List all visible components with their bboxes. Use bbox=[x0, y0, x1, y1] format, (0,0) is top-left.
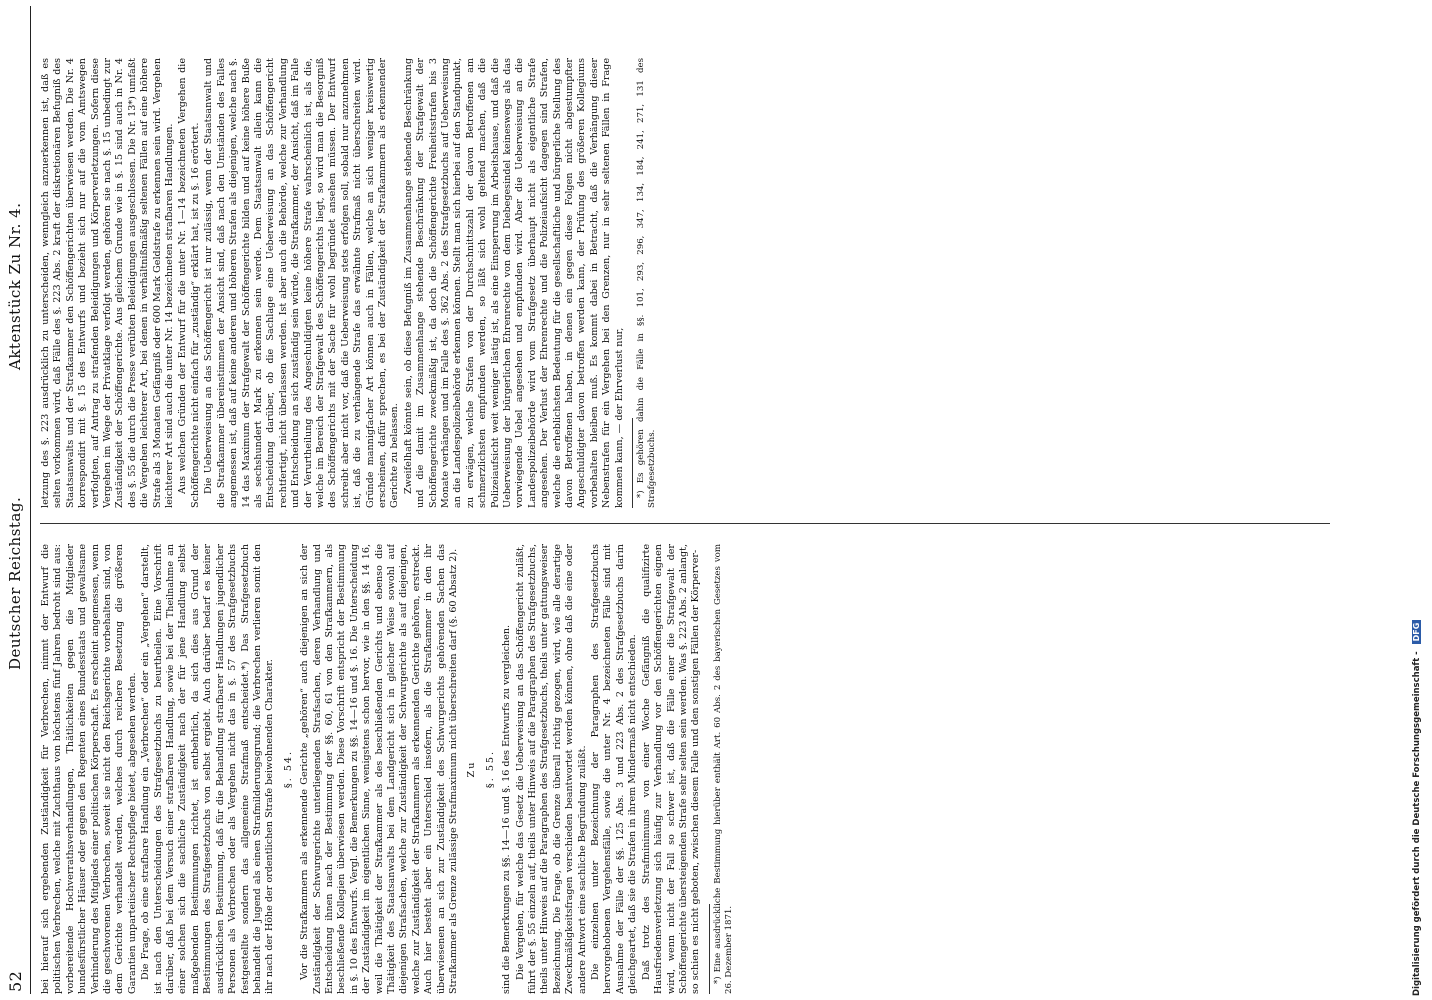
header-rule bbox=[30, 6, 31, 994]
section-intro-zu: Zu bbox=[466, 760, 478, 778]
column-separator bbox=[40, 523, 1330, 524]
paragraph: Vor die Strafkammern als erkennende Gerichte „gehören“ auch diejenigen an sich der Zuständigkeit der Schwurgerichte unterliegenden Strafsachen, deren Verhandlung und Entscheidung ihnen nach der Bestimmung der §§. 60, 61 von den Strafkammern, als beschließende Kollegien überwiesen werden. Diese Vorschrift entspricht der Bestimmung in §. 10 des Entwurfs. Vergl. die Bemerkungen zu §§. 14—16 und §. 16. Die Unterscheidung der Zuständigkeit im eigentlichen Sinne, wenigstens schon hervor, wie in den §§. 14 16, weil die Thätigkeit der Strafkammer als des beschließenden Gerichts und ebenso die Thätigkeit des Staatsanwalts bei dem Landgericht sich in gleicher Weise sowohl auf diejenigen Strafsachen, welche zur Zuständigkeit der Schwurgerichte als auf diejenigen, welche zur Zuständigkeit der Strafkammern als erkennenden Gerichte gehören, erstreckt. Auch hier besteht aber ein Unterschied insofern, als die Strafkammer in den ihr überwiesenen an sich zur Zuständigkeit des Schwurgerichts gehörenden Sachen das Strafkammer als Grenze zulässige Strafmaximum nicht überschreiten darf (§. 60 Absatz 2). bbox=[299, 544, 459, 994]
page-number: 52 bbox=[6, 970, 25, 992]
paragraph: Die einzelnen unter Bezeichnung der Paragraphen des Strafgesetzbuchs hervorgehobenen Vergehensfälle, sowie die unter Nr. 4 bezeichneten Fälle sind mit Ausnahme der Fälle der §§. 125 Abs. 3 und 223 Abs. 2 des Strafgesetzbuchs darin gleichgeartet, daß sie die Strafen in ihrem Mindermaß nicht entschieden. bbox=[590, 544, 639, 994]
header-right-title: Aktenstück Zu Nr. 4. bbox=[6, 202, 24, 370]
digitization-note-text: Digitalisierung gefördert durch die Deutsche Forschungsgemeinschaft - bbox=[1412, 651, 1422, 996]
paragraph: Die Ueberweisung an das Schöffengericht ist nur zulässig, wenn der Staatsanwalt und die Strafkammer übereinstimmen der Ansicht sind, daß nach den Umständen des Falles angemessen ist, daß auf keine anderen und höheren Strafen als diejenigen, welche nach §. 14 das Maximum der Strafgewalt der Schöffengerichte bilden und auf keine höhere Buße als sechshundert Mark zu erkennen sein werde. Dem Staatsanwalt allein kann die Entscheidung darüber, ob die Sachlage eine Ueberweisung an das Schöffengericht rechtfertigt, nicht überlassen werden. Ist aber auch die Behörde, welche zur Verhandlung und Entscheidung an sich zuständig sein würde, die Strafkammer, der Ansicht, daß im Falle der Verurtheilung des Angeschuldigten keine höhere Strafe wahrscheinlich ist, als die, welche im Bereich der Strafgewalt des Schöffengerichts liegt, so wird man die Besorgniß des Schöffengerichts mit der Sache für wohl begründet ansehen müssen. Der Entwurf schreibt aber nicht vor, daß die Ueberweisung stets erfolgen soll, sobald nur anzunehmen ist, daß die zu verhängende Strafe das erwähnte Strafmaß nicht überschreiten wird. Gründe mannigfacher Art können auch in Fällen, welche an sich weniger kreiswertig erscheinen, dafür sprechen, es bei der Zuständigkeit der Strafkammern als erkennender Gerichte zu belassen. bbox=[203, 58, 401, 508]
footnote: *) Eine ausdrückliche Bestimmung hierüber enthält Art. 60 Abs. 2 des bayerischen Gesetzes vom 26. Dezember 1871. bbox=[712, 544, 734, 994]
right-text-column bbox=[40, 58, 1335, 508]
paragraph: Daß trotz des Strafminimums von einer Woche Gefängniß die qualifizirte Hausfriedensverletzung sich häufig zur Verhandlung vor den Schöffengerichten eignen wird, wenn nicht der Fall so schwer ist, daß die Fälle einer die Strafgewalt der Schöffengerichte übersteigenden Strafe sehr selten sein werden. Was §. 223 Abs. 2 anlangt, so schien es nicht geboten, zwischen diesem Falle und den sonstigen Fällen der Körperver- bbox=[640, 544, 702, 994]
footnote-rule bbox=[709, 904, 710, 994]
section-heading-55: §. 55. bbox=[484, 749, 496, 789]
footnote: *) Es gehören dahin die Fälle in §§. 101, 293, 296, 347, 134, 184, 241, 271, 131 des Strafgesetzbuchs. bbox=[636, 58, 658, 508]
header-left-title: Deutscher Reichstag. bbox=[6, 496, 24, 670]
paragraph: Die Frage, ob eine strafbare Handlung ein „Verbrechen“ oder ein „Vergehen“ darstellt, ist nach den Unterscheidungen des Strafgesetzbuchs zu beurtheilen. Eine Vorschrift darüber, daß bei dem Versuch einer strafbaren Handlung, sowie bei der Theilnahme an einer solchen sich die sachliche Zuständigkeit nach der für jene Handlung selbst maßgebenden Bestimmungen richtet, ist entbehrlich, da sich dies aus Grund der Bestimmungen des Strafgesetzbuchs von selbst ergiebt. Auch darüber bedarf es keiner ausdrücklichen Bestimmung, daß für die Behandlung strafbarer Handlungen jugendlicher Personen als Verbrechen oder als Vergehen nicht das in §. 57 des Strafgesetzbuchs festgestellte sondern das allgemeine Strafmaß entscheidet.*) Das Strafgesetzbuch behandelt die Jugend als einen Strafmilderungsgrund; die Verbrechen verlieren somit den ihr nach der Höhe der ordentlichen Strafe beiwohnenden Charakter. bbox=[140, 544, 276, 994]
section-heading-54: §. 54. bbox=[282, 749, 294, 789]
paragraph: letzung des §. 223 ausdrücklich zu unterscheiden, wenngleich anzuerkennen ist, daß es selten vorkommen wird, daß Fälle des §. 223 Abs. 2 kraft der diskretionären Befugniß des Staatsanwalts und der Strafkammer den Schöffengerichten überwiesen werden. Die Nr. 4 korrespondirt mit §. 15 des Entwurfs und bezieht sich nur auf die vom Amtswegen verfolgten, auf Antrag zu strafenden Beleidigungen und Körperverletzungen. Sofern diese Vergehen im Wege der Privatklage verfolgt werden, gehören sie nach §. 15 unbedingt zur Zuständigkeit der Schöffengerichte. Aus gleichem Grunde wie in §. 15 sind auch in Nr. 4 des §. 55 die durch die Presse verübten Beleidigungen ausgeschlossen. Die Nr. 13*) umfaßt die Vergehen leichterer Art, bei denen in verhältnißmäßig seltenen Fällen auf eine höhere Strafe als 3 Monaten Gefängniß oder 600 Mark Geldstrafe zu erkennen sein wird. Vergehen leichterer Art sind auch die unter Nr. 14 bezeichneten strafbaren Handlungen. bbox=[40, 58, 176, 508]
paragraph: sind die Bemerkungen zu §§. 14—16 und §. 16 des Entwurfs zu vergleichen. bbox=[501, 624, 513, 994]
dfg-logo-badge: DFG bbox=[1412, 620, 1421, 645]
footnote-rule bbox=[632, 418, 633, 508]
paragraph: Die Vergehen, für welche das Gesetz die Ueberweisung an das Schöffengericht zuläßt, führt der §. 55 einzeln auf, theils unter Hinweis auf die Paragraphen des Strafgesetzbuchs, theils unter Hinweis auf die Paragraphen des Strafgesetzbuchs, theils unter gattungsweiser Bezeichnung. Die Frage, ob die Grenze überall richtig gezogen, wird, wie alle derartige Zweckmäßigkeitsfragen verschieden beantwortet werden können, ohne daß die eine oder andere Antwort eine sachliche Begründung zuläßt. bbox=[514, 544, 588, 994]
paragraph: bei hierauf sich ergebenden Zuständigkeit für Verbrechen, nimmt der Entwurf die politischen Verbrechen, welche mit Zuchthaus von höchstens fünf Jahren bedroht sind aus: vorbereitende Hochverrathsverhandlungen, Thätlichkeiten gegen die Mitglieder bundesfürstlicher Häuser oder gegen den Regenten eines Bundesstaats und gewaltsame Verhinderung des Mitglieds einer politischen Körperschaft. Es erscheint angemessen, wenn die geschworenen Verbrechen, soweit sie nicht den Reichsgerichte vorbehalten sind, von dem Gerichte verhandelt werden, welches durch reichere Besetzung die größeren Garantien unparteiischer Rechtspflege bietet, abgesehen werden. bbox=[40, 544, 138, 994]
left-text-column bbox=[40, 544, 1335, 994]
digitization-note bbox=[1412, 6, 1422, 996]
paragraph: Aus welchen Gründen der Entwurf für die unter Nr. 1—14 bezeichneten Vergehen die Schöffengerichte nicht einfach für „zuständig“ erklärt hat, ist zu §. 16 erörtert. bbox=[177, 58, 201, 508]
paragraph: Zweifelhaft könnte sein, ob diese Befugniß im Zusammenhange stehende Beschränkung und die damit im Zusammenhange stehende Beschränkung der Strafgewalt der Schöffengerichte zweckmäßig ist, da doch die Schöffengerichte Freiheitsstrafen bis 3 Monate verhängen und im Falle des §. 362 Abs. 2 des Strafgesetzbuchs auf Ueberweisung an die Landespolizeibehörde erkennen können. Stellt man sich hierbei auf den Standpunkt, zu erwägen, welche Strafen von der Durchschnittszahl der davon Betroffenen am schmerzlichsten empfunden werden, so läßt sich wohl geltend machen, daß die Polizeiaufsicht weit weniger lästig ist, als eine Einsperrung im Arbeitshause, und daß die Ueberweisung der bürgerlichen Ehrenrechte von dem Diebegesindel keineswegs als das vorwiegende Uebel angesehen und empfunden wird. Aber die Ueberweisung an die Landespolizeibehörde wird vom Strafgesetz überhaupt nicht als eigentliche Strafe angesehen. Der Verlust der Ehrenrechte und die Polizeiaufsicht dagegen sind Strafen, welche die erheblichsten Bedeutung für die gesellschaftliche und bürgerliche Stellung des davon Betroffenen haben, in denen ein gegen diese Folgen nicht abgestumpfter Angeschuldigter davon betroffen werden kann, der Prüfung des größeren Kollegiums vorbehalten bleiben muß. Es kommt dabei in Betracht, daß die Verhängung dieser Nebenstrafen für ein Vergehen bei den Grenzen, nur in sehr seltenen Fällen in Frage kommen kann, — der Ehrverlust nur, bbox=[402, 58, 625, 508]
